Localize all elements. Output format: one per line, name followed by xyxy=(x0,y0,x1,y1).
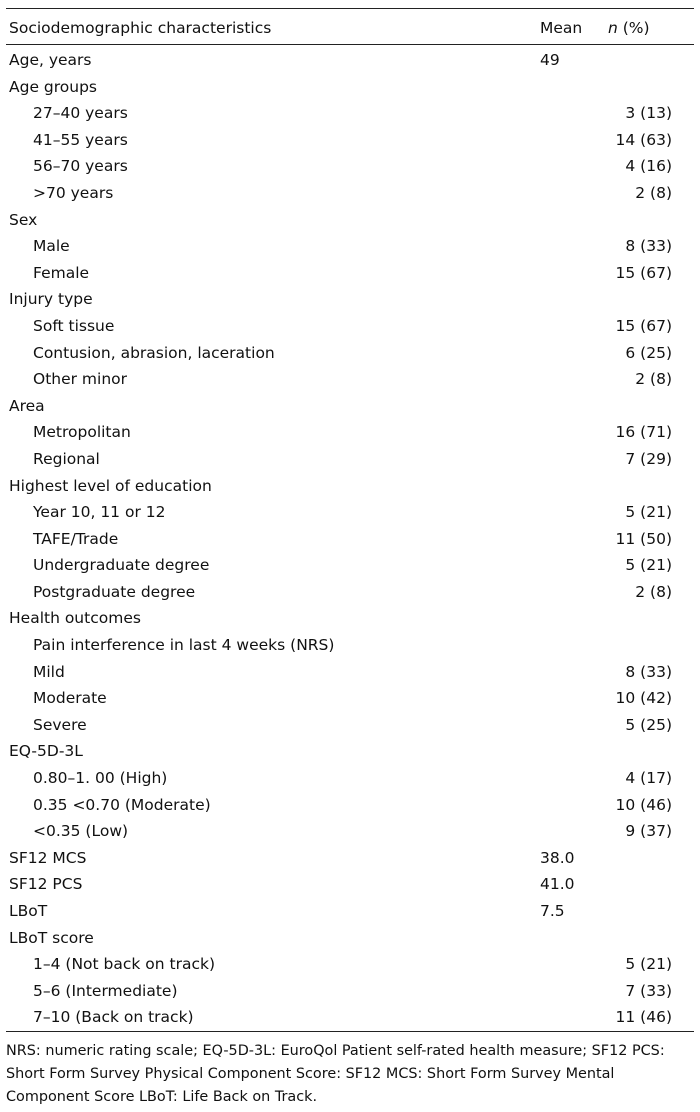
row-label: 7–10 (Back on track) xyxy=(6,1004,540,1031)
row-mean xyxy=(540,446,608,473)
row-n-percent: 4 (16) xyxy=(625,157,672,176)
row-n-percent: 11 (46) xyxy=(608,1004,694,1031)
row-mean xyxy=(540,951,608,978)
row-label: SF12 MCS xyxy=(9,848,87,867)
row-label: 27–40 years xyxy=(33,104,128,123)
row-label: 5–6 (Intermediate) xyxy=(33,981,178,1000)
row-label: 56–70 years xyxy=(33,157,128,176)
row-label: Moderate xyxy=(33,689,107,708)
row-n-percent xyxy=(608,45,694,74)
row-mean xyxy=(540,712,608,739)
row-mean xyxy=(540,925,608,952)
row-n-percent: 15 (67) xyxy=(615,316,672,335)
row-label: Contusion, abrasion, laceration xyxy=(33,343,275,362)
row-n-percent xyxy=(608,925,694,952)
row-n-percent xyxy=(608,738,694,765)
table-header-row xyxy=(6,12,694,45)
row-mean xyxy=(540,419,608,446)
table-row xyxy=(6,207,694,234)
row-n-percent xyxy=(608,286,694,313)
row-n-percent xyxy=(608,74,694,101)
table-row xyxy=(6,180,694,207)
row-label: 41–55 years xyxy=(33,130,128,149)
row-label: TAFE/Trade xyxy=(33,529,119,548)
row-n-percent: 5 (21) xyxy=(625,556,672,575)
table-row xyxy=(6,765,694,792)
row-mean xyxy=(540,632,608,659)
row-mean xyxy=(540,366,608,393)
row-mean xyxy=(540,579,608,606)
row-n-percent: 5 (21) xyxy=(625,955,672,974)
table-row xyxy=(6,473,694,500)
row-mean xyxy=(540,74,608,101)
row-n-percent: 2 (8) xyxy=(635,582,672,601)
row-label: Undergraduate degree xyxy=(33,556,210,575)
table-row xyxy=(6,579,694,606)
row-mean xyxy=(540,473,608,500)
row-mean: 41.0 xyxy=(540,875,575,894)
row-n-percent xyxy=(608,393,694,420)
table-row xyxy=(6,286,694,313)
table-row xyxy=(6,45,694,74)
row-label: Metropolitan xyxy=(33,423,131,442)
row-label: LBoT xyxy=(9,902,48,920)
table-row xyxy=(6,738,694,765)
row-label: Other minor xyxy=(33,370,128,389)
row-label: EQ-5D-3L xyxy=(9,742,83,761)
table-row xyxy=(6,260,694,287)
row-n-percent: 10 (46) xyxy=(615,795,672,814)
row-label: Age groups xyxy=(9,77,97,96)
row-label: Postgraduate degree xyxy=(33,582,196,601)
row-n-percent: 3 (13) xyxy=(625,104,672,123)
row-label: Sex xyxy=(9,210,38,229)
row-mean xyxy=(540,233,608,260)
row-label: Male xyxy=(33,237,70,256)
table-row xyxy=(6,712,694,739)
row-n-percent: 2 (8) xyxy=(635,370,672,389)
row-label: SF12 PCS xyxy=(9,875,83,894)
row-n-percent xyxy=(608,871,694,898)
header-n: n xyxy=(608,19,618,37)
row-n-percent xyxy=(608,845,694,872)
row-label: Regional xyxy=(33,449,100,468)
table-row xyxy=(6,898,694,925)
row-label: Age, years xyxy=(9,51,92,69)
row-label: Female xyxy=(33,263,90,282)
table-row xyxy=(6,552,694,579)
row-label: Pain interference in last 4 weeks (NRS) xyxy=(33,636,335,655)
table-row xyxy=(6,100,694,127)
row-label: Mild xyxy=(33,662,65,681)
row-n-percent xyxy=(608,632,694,659)
row-n-percent: 6 (25) xyxy=(625,343,672,362)
row-mean xyxy=(540,818,608,845)
row-mean xyxy=(540,313,608,340)
row-label: Severe xyxy=(33,715,87,734)
row-mean xyxy=(540,260,608,287)
table-row xyxy=(6,233,694,260)
table-row xyxy=(6,925,694,952)
row-label: >70 years xyxy=(33,183,114,202)
row-mean xyxy=(540,738,608,765)
row-mean xyxy=(540,100,608,127)
row-mean: 49 xyxy=(540,51,560,69)
row-mean xyxy=(540,127,608,154)
row-n-percent: 2 (8) xyxy=(635,183,672,202)
row-label: Soft tissue xyxy=(33,316,115,335)
row-mean xyxy=(540,499,608,526)
row-n-percent: 7 (33) xyxy=(625,981,672,1000)
row-mean xyxy=(540,792,608,819)
table-row xyxy=(6,366,694,393)
row-n-percent: 9 (37) xyxy=(625,822,672,841)
row-mean xyxy=(540,1004,608,1031)
table-row xyxy=(6,659,694,686)
header-percent: (%) xyxy=(617,19,650,37)
row-label: 0.80–1. 00 (High) xyxy=(33,769,168,788)
header-mean: Mean xyxy=(540,12,608,45)
table-row xyxy=(6,313,694,340)
row-mean: 7.5 xyxy=(540,902,565,920)
row-n-percent: 16 (71) xyxy=(615,423,672,442)
row-mean xyxy=(540,765,608,792)
row-n-percent: 8 (33) xyxy=(625,237,672,256)
row-label: Injury type xyxy=(9,290,93,309)
table-body xyxy=(6,45,694,1032)
row-mean xyxy=(540,685,608,712)
row-label: <0.35 (Low) xyxy=(33,822,129,841)
row-n-percent: 5 (25) xyxy=(625,715,672,734)
row-n-percent xyxy=(608,473,694,500)
row-label: LBoT score xyxy=(9,928,94,947)
table-footnote xyxy=(6,1040,696,1109)
row-mean xyxy=(540,978,608,1005)
table-row xyxy=(6,818,694,845)
row-label: 0.35 <0.70 (Moderate) xyxy=(33,795,211,814)
table-row xyxy=(6,632,694,659)
table-top-rule xyxy=(6,8,694,9)
row-label: Highest level of education xyxy=(9,476,212,495)
table-row xyxy=(6,499,694,526)
footnote-text: NRS: numeric rating scale; EQ-5D-3L: EuroQol Patient self-rated health measure; SF12 PCS: Short Form Survey Physical Component Score: SF12 MCS: Short Form Survey Mental Component Score LBoT: Life Back on Track. xyxy=(6,1043,665,1105)
table-row xyxy=(6,845,694,872)
sociodemographic-table xyxy=(6,12,694,1032)
row-n-percent xyxy=(608,898,694,925)
table-row xyxy=(6,605,694,632)
row-label: Year 10, 11 or 12 xyxy=(33,503,166,522)
row-mean xyxy=(540,393,608,420)
row-mean xyxy=(540,552,608,579)
table-row xyxy=(6,792,694,819)
table-row xyxy=(6,446,694,473)
row-n-percent xyxy=(608,207,694,234)
row-label: Health outcomes xyxy=(9,609,141,628)
row-n-percent xyxy=(608,605,694,632)
row-n-percent: 4 (17) xyxy=(625,769,672,788)
table-row xyxy=(6,951,694,978)
table-row xyxy=(6,393,694,420)
table-row xyxy=(6,74,694,101)
table-row xyxy=(6,978,694,1005)
row-mean: 38.0 xyxy=(540,848,575,867)
table-row xyxy=(6,419,694,446)
table-row xyxy=(6,127,694,154)
row-n-percent: 15 (67) xyxy=(615,263,672,282)
table-row xyxy=(6,871,694,898)
row-n-percent: 7 (29) xyxy=(625,449,672,468)
table-row xyxy=(6,340,694,367)
row-n-percent: 10 (42) xyxy=(615,689,672,708)
table-row xyxy=(6,153,694,180)
row-mean xyxy=(540,286,608,313)
row-n-percent: 14 (63) xyxy=(615,130,672,149)
row-n-percent: 8 (33) xyxy=(625,662,672,681)
row-n-percent: 5 (21) xyxy=(625,503,672,522)
row-mean xyxy=(540,340,608,367)
row-label: Area xyxy=(9,396,45,415)
row-mean xyxy=(540,153,608,180)
row-mean xyxy=(540,659,608,686)
header-n-percent xyxy=(608,12,694,45)
row-mean xyxy=(540,207,608,234)
table-row xyxy=(6,1004,694,1031)
row-n-percent: 11 (50) xyxy=(615,529,672,548)
table-row xyxy=(6,526,694,553)
table-row xyxy=(6,685,694,712)
row-mean xyxy=(540,526,608,553)
header-characteristics: Sociodemographic characteristics xyxy=(6,12,540,45)
row-label: 1–4 (Not back on track) xyxy=(33,955,216,974)
row-mean xyxy=(540,605,608,632)
row-mean xyxy=(540,180,608,207)
